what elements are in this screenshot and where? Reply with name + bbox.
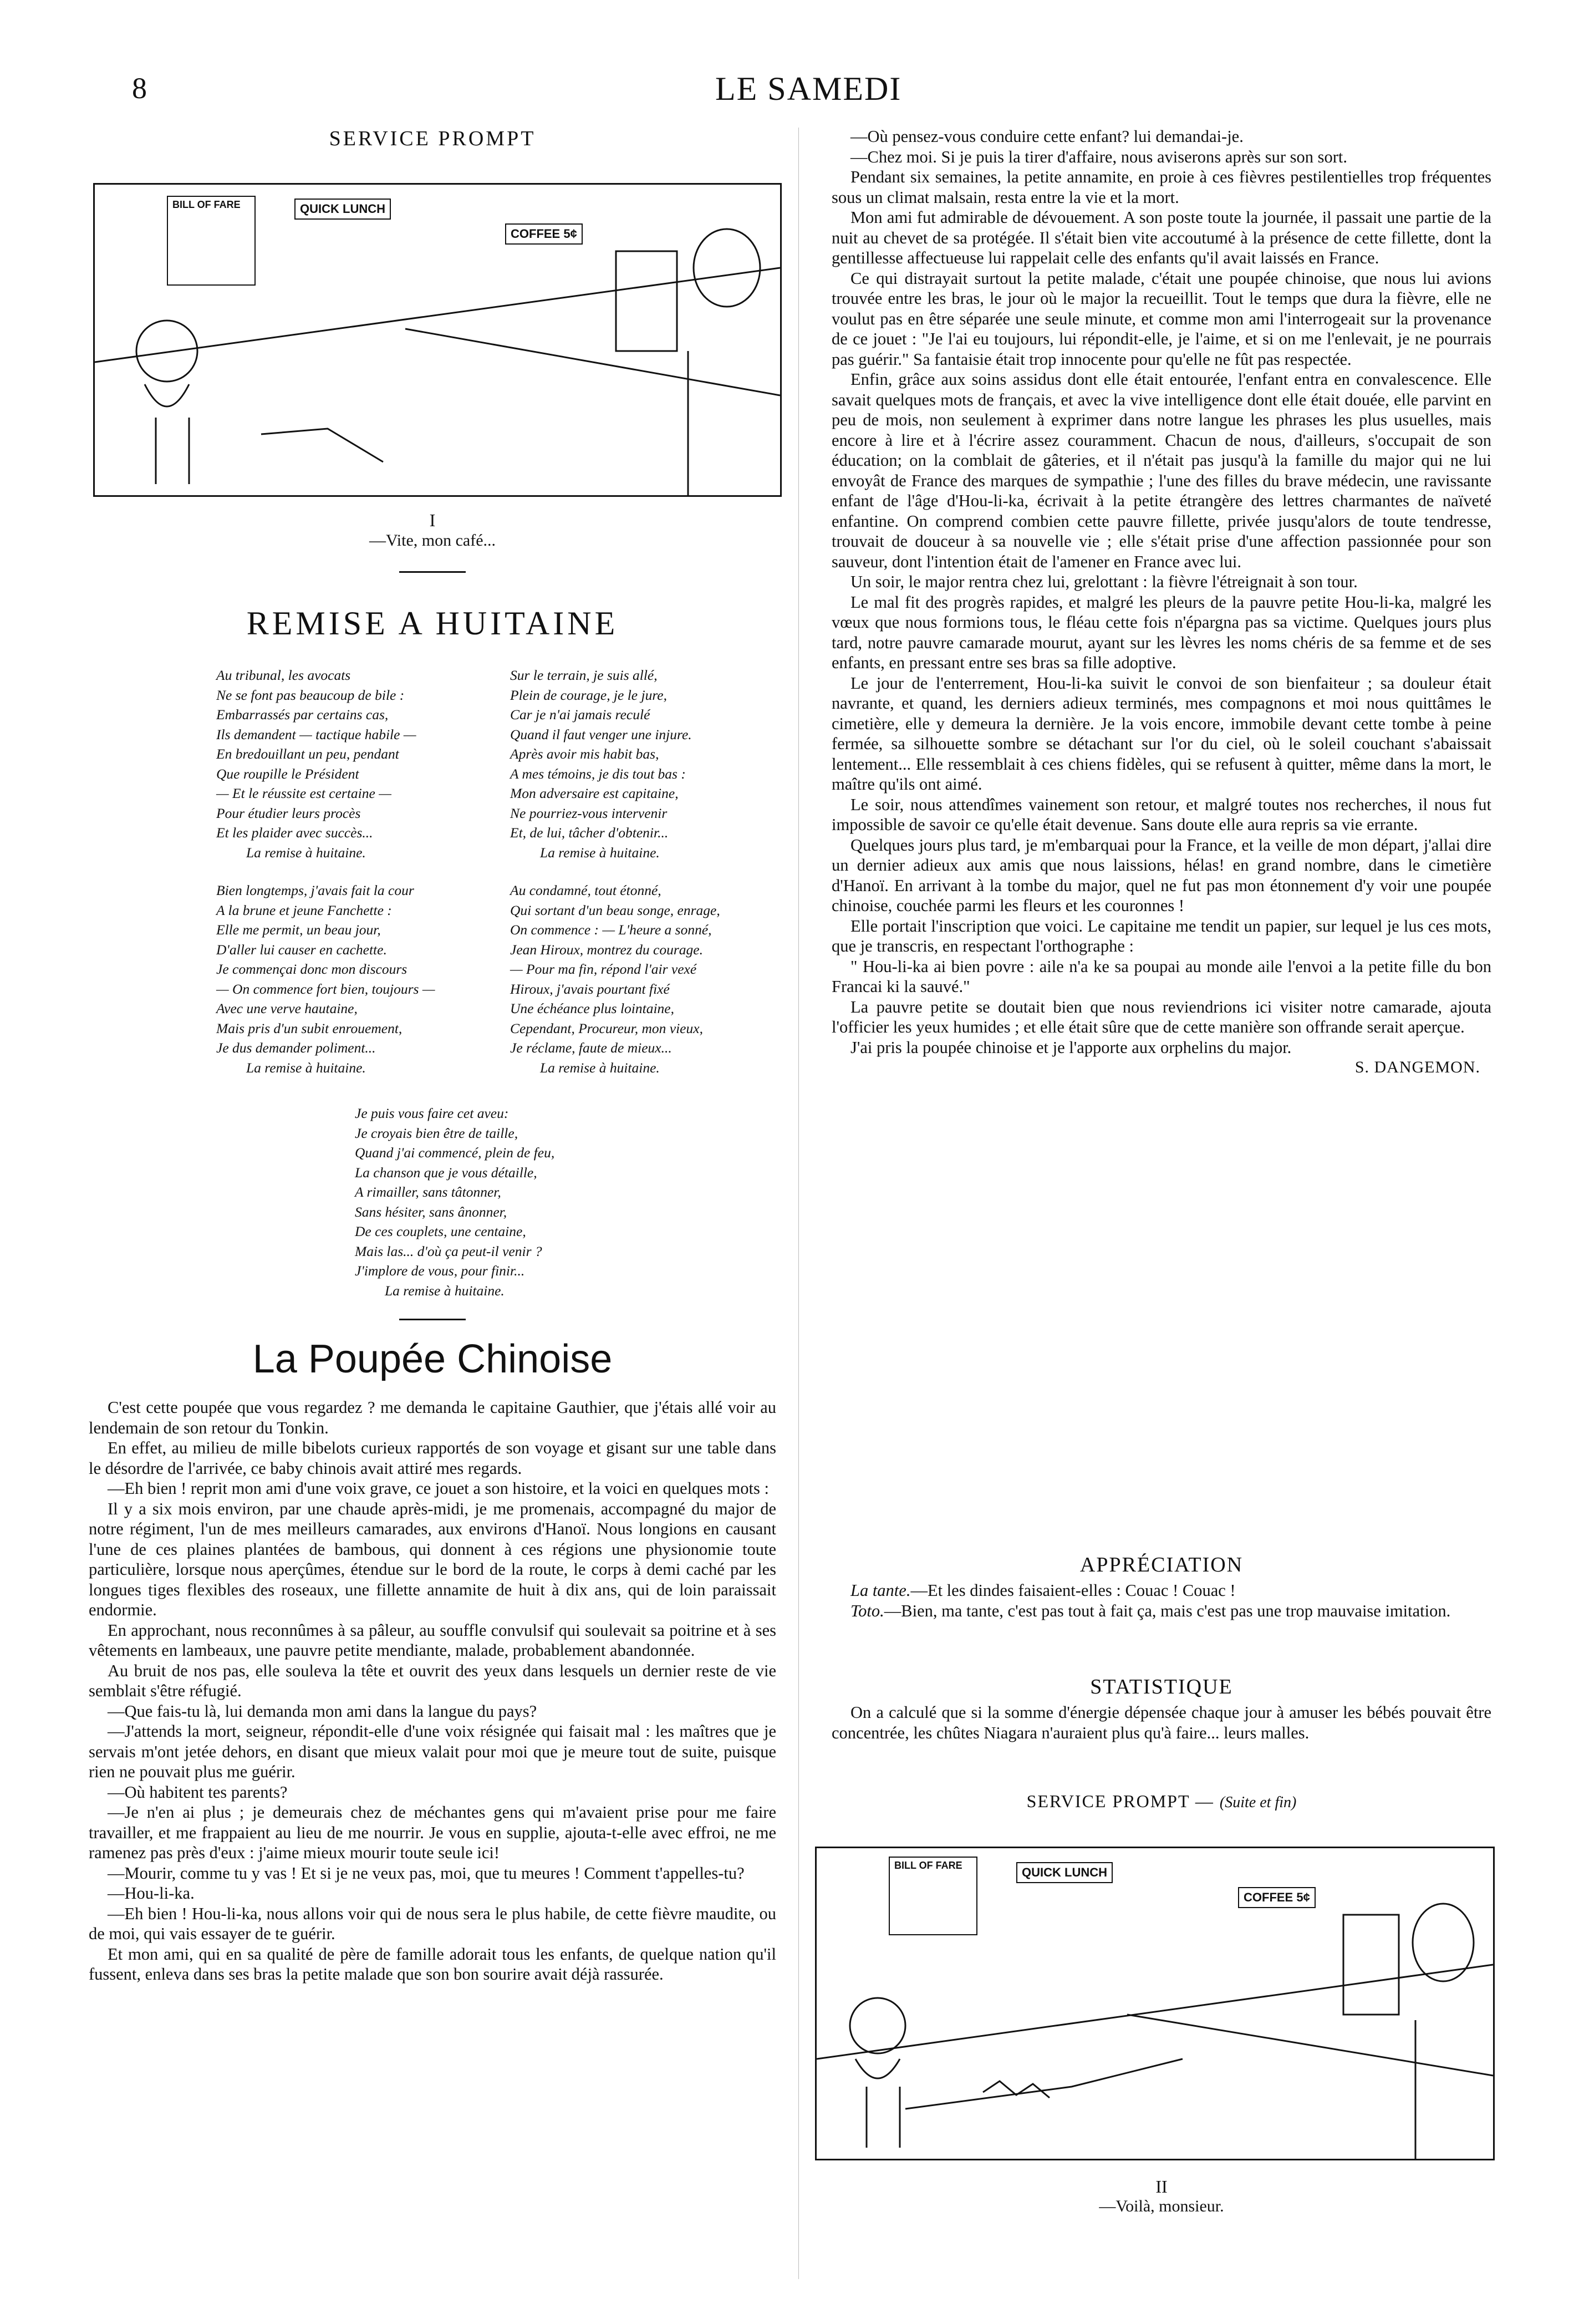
- poem-line: Embarrassés par certains cas,: [216, 706, 389, 723]
- poem-line: De ces couplets, une centaine,: [355, 1223, 526, 1239]
- poem-line: J'implore de vous, pour finir...: [355, 1263, 525, 1279]
- poem-line: On commence : — L'heure a sonné,: [510, 922, 712, 938]
- article-paragraph: Et mon ami, qui en sa qualité de père de famille adorait tous les enfants, de quelque nation qu'il fussent, enleva dans ses bras la petite malade que son bon sourire avait déjà rassurée.: [89, 1944, 776, 1984]
- article-body-right: [832, 126, 1491, 1078]
- poem-line: Une échéance plus lointaine,: [510, 1000, 674, 1016]
- article-paragraph: Le jour de l'enterrement, Hou-li-ka suivit le convoi de son bienfaiteur ; sa douleur était navrante, et quand, les derniers adieux terminés, mes compagnons et moi nous quittâmes le cimetière, elle y demeura la dernière. Je la vois encore, immobile devant cette tombe à peine fermée, sa silhouette sombre se détachant sur l'or du ciel, où le soleil couchant s'abaissait lentement... Elle ressemblait à ces chiens fidèles, qui se refusent à quitter, même dans la mort, le maître qu'ils ont aimé.: [832, 673, 1491, 794]
- poem-line: Et, de lui, tâcher d'obtenir...: [510, 825, 669, 841]
- poem-line: Bien longtemps, j'avais fait la cour: [216, 882, 414, 898]
- dialogue-line: [832, 1601, 1491, 1621]
- poem-line: Mon adversaire est capitaine,: [510, 785, 679, 801]
- cartoon-bottom-title-suffix: (Suite et fin): [1219, 1794, 1297, 1811]
- poem-line: Ne pourriez-vous intervenir: [510, 805, 668, 821]
- article-paragraph: Quelques jours plus tard, je m'embarquai pour la France, et la veille de mon départ, j'allai dire un dernier adieux aux amis que nous laissions, hélas! en grand nombre, dans le cimetière d'Hanoï. En arrivant à la tombe du major, quel ne fut pas mon étonnement d'y voir une poupée chinoise, couchée parmi les fleurs et les couronnes !: [832, 835, 1491, 915]
- poem-line: Avec une verve hautaine,: [216, 1000, 358, 1016]
- poem-line: Ils demandent — tactique habile —: [216, 726, 416, 743]
- poem-line: La chanson que je vous détaille,: [355, 1164, 537, 1181]
- article-paragraph: —Eh bien ! reprit mon ami d'une voix grave, ce jouet a son histoire, et la voici en quelques mots :: [108, 1479, 769, 1498]
- poem-line: D'aller lui causer en cachette.: [216, 941, 387, 958]
- article-paragraph: —Chez moi. Si je puis la tirer d'affaire, nous aviserons après sur son sort.: [850, 147, 1348, 166]
- article-paragraph: La pauvre petite se doutait bien que nous reviendrions ici visiter notre camarade, ajouta l'officier les yeux humides ; et elle était sûre que de cette manière son offrande serait aperçue.: [832, 997, 1491, 1036]
- poem-line: Et les plaider avec succès...: [216, 825, 373, 841]
- poem-line: Hiroux, j'avais pourtant fixé: [510, 980, 670, 997]
- article-paragraph: Le soir, nous attendîmes vainement son retour, et malgré toutes nos recherches, il nous fut impossible de savoir ce qu'elle était devenue. Sans doute elle aura repris sa vie errante.: [832, 795, 1491, 834]
- coffee-price-sign: COFFEE 5¢: [1238, 1887, 1316, 1908]
- poem-line: Jean Hiroux, montrez du courage.: [510, 941, 703, 958]
- article-paragraph: Le mal fit des progrès rapides, et malgré les pleurs de la pauvre petite Hou-li-ka, malgré les vœux que nous formions tous, le fléau cette fois n'épargna pas sa victime. Quelques jours plus tard, notre pauvre camarade mourut, ayant sur les lèvres les noms chéris de sa femme et de ses enfants, en pressant entre ses bras sa fille adoptive.: [832, 592, 1491, 672]
- poem-refrain: La remise à huitaine.: [246, 844, 366, 861]
- poem-line: Je réclame, faute de mieux...: [510, 1040, 672, 1056]
- divider: [399, 1319, 466, 1320]
- article-paragraph: Mon ami fut admirable de dévouement. A son poste toute la journée, il passait une partie de la nuit au chevet de sa protégée. Il s'était bien vite accoutumé à la présence de cette fillette, dont la gentillesse affectueuse lui rappelait celle des enfants qu'il avait laissés en France.: [832, 208, 1491, 267]
- poem-line: Plein de courage, je le jure,: [510, 686, 668, 703]
- cartoon-top-number: I: [429, 510, 436, 530]
- poem-line: — Et le réussite est certaine —: [216, 785, 391, 801]
- article-paragraph: Au bruit de nos pas, elle souleva la tête et ouvrit des yeux dans lesquels un dernier reste de vie semblait s'être réfugié.: [89, 1661, 776, 1700]
- poem-line: A rimailler, sans tâtonner,: [355, 1184, 501, 1200]
- poem-line: Au tribunal, les avocats: [216, 667, 351, 683]
- cartoon-bottom-caption: —Voilà, monsieur.: [1099, 2197, 1224, 2215]
- poem-line: — On commence fort bien, toujours —: [216, 980, 435, 997]
- article-paragraph: Ce qui distrayait surtout la petite malade, c'était une poupée chinoise, que nous lui avions trouvée entre les bras, le jour où le major la recueillit. Tout le temps que dura la fièvre, elle ne voulut pas en être séparée une seule minute, et comme mon ami l'interrogeait sur la provenance de ce jouet : "Je l'ai eu toujours, lui répondit-elle, je l'aime, et si on me l'enlevait, je ne pourrais pas guérir." Sa fantaisie était trop innocente pour qu'elle ne fût pas respectée.: [832, 268, 1491, 369]
- quick-lunch-sign: QUICK LUNCH: [1016, 1862, 1113, 1883]
- coffee-price-sign: COFFEE 5¢: [505, 223, 583, 245]
- article-paragraph: —Que fais-tu là, lui demanda mon ami dans la langue du pays?: [108, 1701, 537, 1721]
- poem-refrain: La remise à huitaine.: [246, 1059, 366, 1076]
- poem-line: Mais las... d'où ça peut-il venir ?: [355, 1243, 542, 1259]
- cartoon-top-caption: —Vite, mon café...: [369, 531, 496, 550]
- poem-line: En bredouillant un peu, pendant: [216, 746, 399, 762]
- article-paragraph: —Je n'en ai plus ; je demeurais chez de méchantes gens qui m'avaient prise pour me faire travailler, et me frappaient au lieu de me nourrir. Je vous en supplie, ajouta-t-elle avec effroi, ne me ramenez pas près d'eux : j'aime mieux mourir toute seule ici!: [89, 1803, 776, 1862]
- article-paragraph: J'ai pris la poupée chinoise et je l'apporte aux orphelins du major.: [850, 1038, 1292, 1057]
- dialogue-line: [832, 1580, 1491, 1601]
- article-paragraph: —J'attends la mort, seigneur, répondit-elle d'une voix résignée qui faisait mal : les maîtres que je servais m'ont jetée dehors, en disant que mieux valait pour moi que je meure tout de suite, puisque rien ne pouvait plus me guérir.: [89, 1722, 776, 1781]
- page-number: 8: [132, 72, 147, 105]
- poem-line: Cependant, Procureur, mon vieux,: [510, 1020, 703, 1036]
- poem-line: Je dus demander poliment...: [216, 1040, 376, 1056]
- bill-of-fare-sign: BILL OF FARE: [167, 196, 256, 286]
- article-paragraph: Un soir, le major rentra chez lui, grelottant : la fièvre l'étreignait à son tour.: [850, 572, 1358, 591]
- cartoon-bottom-title-text: SERVICE PROMPT —: [1026, 1791, 1214, 1811]
- poem-line: Sur le terrain, je suis allé,: [510, 667, 658, 683]
- poem-line: A mes témoins, je dis tout bas :: [510, 765, 686, 782]
- quick-lunch-sign: QUICK LUNCH: [294, 199, 391, 220]
- poem-line: Après avoir mis habit bas,: [510, 746, 659, 762]
- article-paragraph: Pendant six semaines, la petite annamite, en proie à ces fièvres pestilentielles trop fréquentes sous un climat malsain, resta entre la vie et la mort.: [832, 167, 1491, 207]
- poem-line: Pour étudier leurs procès: [216, 805, 361, 821]
- divider: [399, 571, 466, 573]
- article-paragraph: —Où habitent tes parents?: [108, 1782, 288, 1802]
- cartoon-bottom-panel: [815, 1847, 1495, 2160]
- statistique-title: STATISTIQUE: [1090, 1675, 1233, 1698]
- poem-stanza-2-right: [510, 881, 765, 1077]
- poem-line: Je commençai donc mon discours: [216, 961, 407, 977]
- poem-refrain: La remise à huitaine.: [540, 1059, 660, 1076]
- column-divider: [798, 128, 799, 2279]
- article-paragraph: Elle portait l'inscription que voici. Le capitaine me tendit un papier, sur lequel je lus ces mots, que je transcris, en respectant l'orthographe :: [832, 916, 1491, 955]
- article-paragraph: —Mourir, comme tu y vas ! Et si je ne veux pas, moi, que tu meures ! Comment t'appelles-tu?: [108, 1863, 745, 1883]
- poem-refrain: La remise à huitaine.: [540, 844, 660, 861]
- poem-title: REMISE A HUITAINE: [246, 605, 619, 642]
- poem-line: Je puis vous faire cet aveu:: [355, 1105, 509, 1121]
- speaker-name: La tante.: [850, 1581, 911, 1600]
- cartoon-top-title: SERVICE PROMPT: [329, 127, 536, 150]
- poem-line: Qui sortant d'un beau songe, enrage,: [510, 902, 720, 918]
- article-paragraph: —Eh bien ! Hou-li-ka, nous allons voir qui de nous sera le plus habile, de cette fièvre maudite, ou de moi, qui vais essayer de te guérir.: [89, 1904, 776, 1943]
- cartoon-bottom-title: [832, 1791, 1491, 1812]
- poem-refrain: La remise à huitaine.: [385, 1282, 505, 1299]
- poem-line: Sans hésiter, sans ânonner,: [355, 1203, 507, 1220]
- appreciation-body: [832, 1580, 1491, 1621]
- article-paragraph: Il y a six mois environ, par une chaude après-midi, je me promenais, accompagné du major de notre régiment, l'un de mes meilleurs camarades, aux environs d'Hanoï. Nous longions en causant l'une de ces plaines plantées de bambous, qui donnent à ces régions une physionomie toute particulière, lorsque nous aperçûmes, étendue sur le bord de la route, le corps à demi caché par les longues tiges flexibles des roseaux, une fillette annamite de huit à dix ans, qui de loin paraissait endormie.: [89, 1499, 776, 1619]
- poem-stanza-1-left: [216, 665, 449, 862]
- poem-line: Car je n'ai jamais reculé: [510, 706, 650, 723]
- article-paragraph: En effet, au milieu de mille bibelots curieux rapportés de son voyage et gisant sur une table dans le désordre de l'arrivée, ce baby chinois avait attiré mes regards.: [89, 1438, 776, 1478]
- cartoon-bottom-number: II: [1155, 2176, 1168, 2196]
- poem-line: Quand j'ai commencé, plein de feu,: [355, 1145, 555, 1161]
- article-paragraph: " Hou-li-ka ai bien povre : aile n'a ke sa poupai au monde aile l'envoi a la petite fille du bon Francai ki la sauvé.": [832, 957, 1491, 996]
- article-title: La Poupée Chinoise: [252, 1337, 613, 1381]
- poem-stanza-1-right: [510, 665, 754, 862]
- poem-line: Au condamné, tout étonné,: [510, 882, 661, 898]
- poem-line: — Pour ma fin, répond l'air vexé: [510, 961, 697, 977]
- poem-stanza-2-left: [216, 881, 460, 1077]
- poem-line: Quand il faut venger une injure.: [510, 726, 692, 743]
- poem-line: Ne se font pas beaucoup de bile :: [216, 686, 405, 703]
- article-paragraph: Enfin, grâce aux soins assidus dont elle était entourée, l'enfant entra en convalescence. Elle savait quelques mots de français, et avec la vive intelligence dont elle était douée, elle parvint en peu de mois, non seulement à exprimer dans notre langue les phrases les plus usuelles, mais encore à lire et à l'écrire assez couramment. Chacun de nous, d'ailleurs, s'occupait de son éducation; on la comblait de gâteries, et il n'était pas jusqu'à la famille du major qui ne lui envoyât de France des marques de sympathie ; l'une des filles du brave médecin, une ravissante enfant de l'âge d'Hou-li-ka, écrivait à la petite étrangère des lettres charmantes de naïveté enfantine. On comprend combien cette pauvre fillette, privée jusqu'alors de toute tendresse, trouvait de douceur à sa nouvelle vie ; elle s'était prise d'une affection passionnée pour son sauveur, dont l'intention était de l'amener en France avec lui.: [832, 370, 1491, 571]
- article-paragraph: En approchant, nous reconnûmes à sa pâleur, au souffle convulsif qui soulevait sa poitrine et à ses vêtements en lambeaux, une pauvre petite mendiante, malade, probablement abandonnée.: [89, 1620, 776, 1660]
- dialogue-text: —Et les dindes faisaient-elles : Couac ! Couac !: [910, 1581, 1236, 1600]
- bill-of-fare-sign: BILL OF FARE: [889, 1857, 977, 1935]
- poem-line: Mais pris d'un subit enrouement,: [216, 1020, 403, 1036]
- poem-line: Que roupille le Président: [216, 765, 359, 782]
- poem-line: Elle me permit, un beau jour,: [216, 922, 381, 938]
- statistique-text: On a calculé que si la somme d'énergie dépensée chaque jour à amuser les bébés pouvait être concentrée, les chûtes Niagara n'auraient plus qu'à faire... leurs malles.: [832, 1703, 1491, 1742]
- poem-stanza-3: [355, 1103, 599, 1300]
- article-body-left: [89, 1397, 776, 1985]
- cartoon-top-panel: [93, 183, 782, 497]
- speaker-name: Toto.: [850, 1601, 884, 1620]
- dialogue-text: —Bien, ma tante, c'est pas tout à fait ça, mais c'est pas une trop mauvaise imitation.: [884, 1601, 1451, 1620]
- statistique-body: [832, 1702, 1491, 1743]
- newspaper-title: LE SAMEDI: [715, 70, 902, 107]
- article-paragraph: C'est cette poupée que vous regardez ? me demanda le capitaine Gauthier, que j'étais allé voir au lendemain de son retour du Tonkin.: [89, 1398, 776, 1437]
- article-paragraph: —Où pensez-vous conduire cette enfant? lui demandai-je.: [850, 127, 1244, 146]
- poem-line: Je croyais bien être de taille,: [355, 1125, 518, 1141]
- article-paragraph: —Hou-li-ka.: [108, 1884, 195, 1903]
- appreciation-title: APPRÉCIATION: [1079, 1553, 1244, 1577]
- poem-line: A la brune et jeune Fanchette :: [216, 902, 392, 918]
- article-signature: S. DANGEMON.: [1354, 1058, 1480, 1076]
